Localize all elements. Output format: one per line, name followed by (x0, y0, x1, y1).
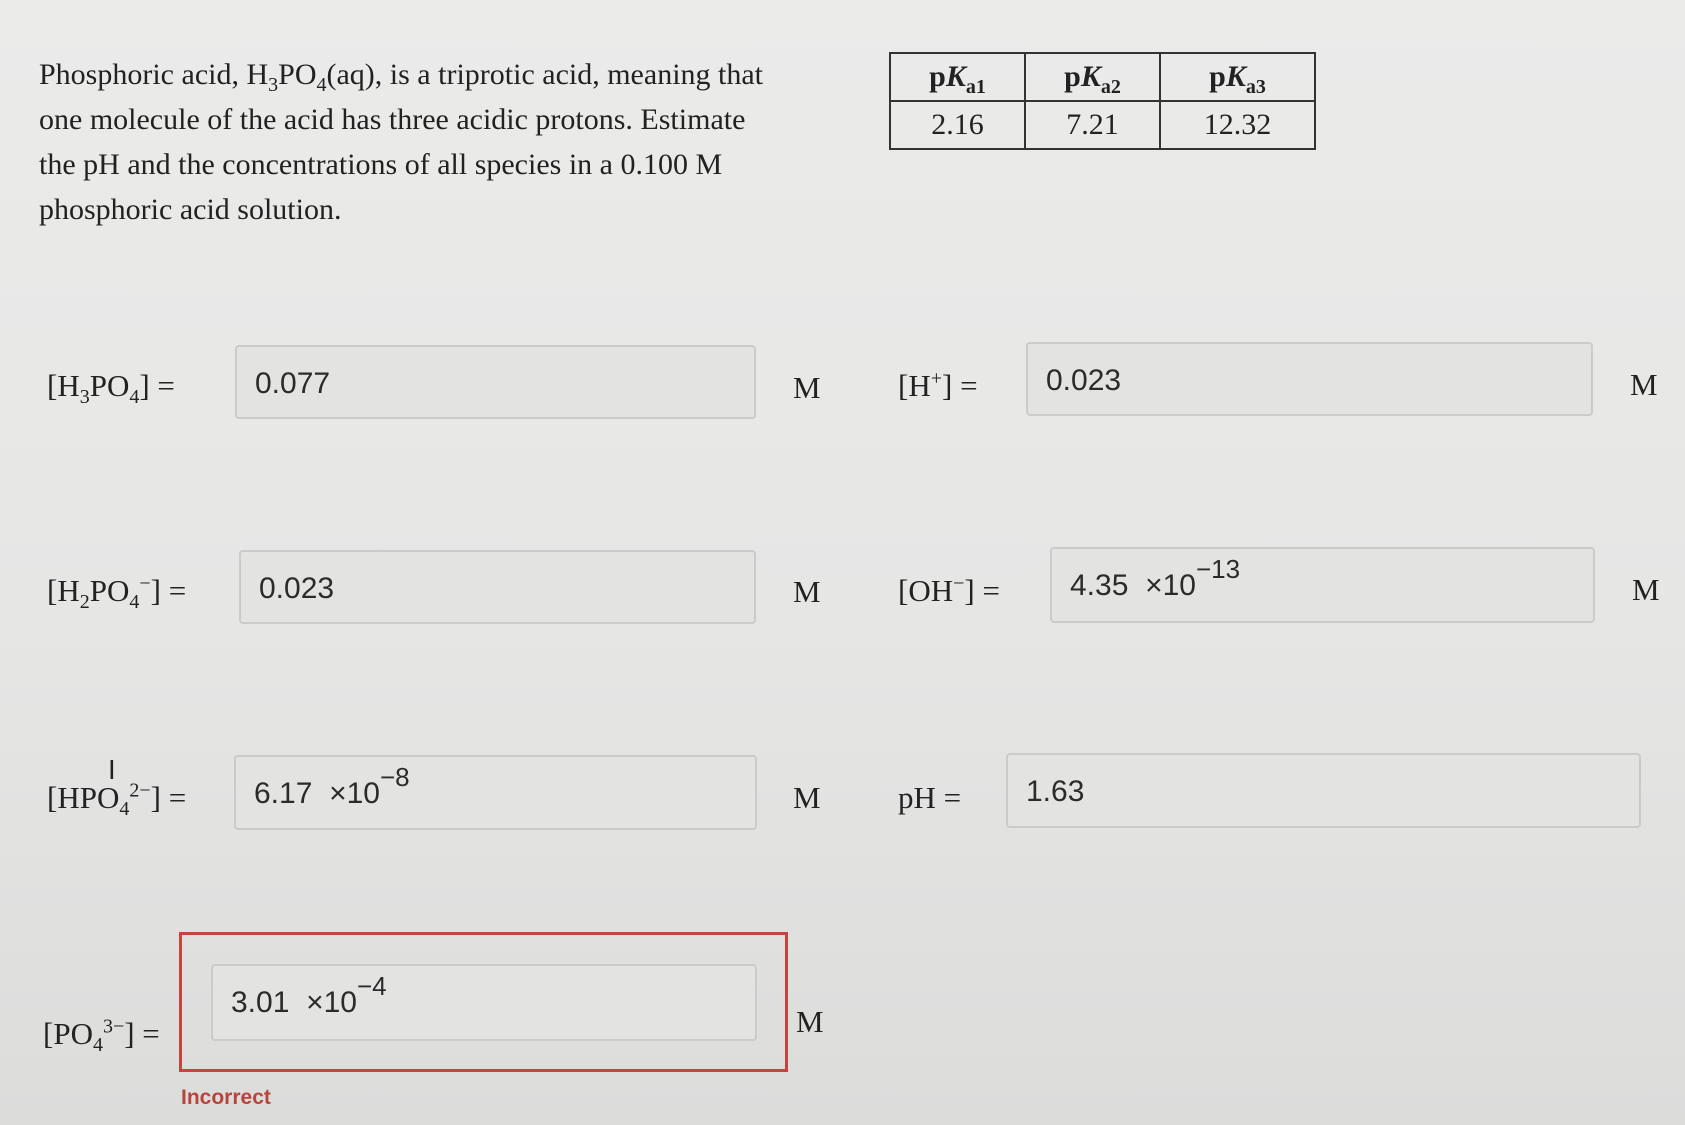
incorrect-feedback: Incorrect (181, 1086, 271, 1109)
ph-label: pH = (898, 780, 962, 815)
pka-table (889, 52, 1316, 150)
pka1-header: $pK_{a1}$ (890, 53, 1025, 101)
h-label: [H+] = (898, 367, 978, 403)
h-input[interactable] (1026, 342, 1593, 416)
pka-header-row (890, 53, 1315, 101)
h-unit: M (1630, 367, 1658, 402)
pka3-value: 12.32 (1160, 101, 1315, 149)
oh-label: [OH−] = (898, 572, 1000, 608)
h3po4-unit: M (793, 370, 821, 405)
pka2-header: $pK_{a2}$ (1025, 53, 1160, 101)
oh-value: $4.35 \times 10^{-13}$ (1070, 554, 1241, 602)
oh-input[interactable] (1050, 547, 1595, 623)
h2po4-input[interactable] (239, 550, 756, 624)
pka-value-row (890, 101, 1315, 149)
h3po4-value: 0.077 (255, 367, 331, 400)
question-line-2: one molecule of the acid has three acidic protons. Estimate (39, 103, 746, 136)
pka2-value: 7.21 (1025, 101, 1160, 149)
po4-unit: M (796, 1004, 824, 1039)
hpo4-unit: M (793, 780, 821, 815)
po4-input[interactable] (211, 964, 757, 1041)
po4-label: $[PO_4^{3-}]$ = (43, 1015, 160, 1057)
question-line-4: phosphoric acid solution. (39, 193, 342, 226)
hpo4-label: $[HPO_4^{2-}]$ = (47, 779, 187, 821)
question-line-3: the pH and the concentrations of all species in a 0.100 M (39, 148, 723, 181)
text-cursor-icon: I (108, 756, 116, 786)
question-text (39, 52, 839, 232)
question-line-1: Phosphoric acid, $H_3PO_4(aq)$, is a triprotic acid, meaning that (39, 58, 764, 96)
h3po4-input[interactable] (235, 345, 756, 419)
h-value: 0.023 (1046, 364, 1122, 397)
pka1-value: 2.16 (890, 101, 1025, 149)
hpo4-value: $6.17 \times 10^{-8}$ (254, 762, 410, 810)
po4-value: $3.01 \times 10^{-4}$ (231, 971, 387, 1019)
h3po4-label: $[H_3PO_4]$ = (47, 368, 175, 409)
h2po4-value: 0.023 (259, 572, 335, 605)
ph-value: 1.63 (1026, 775, 1085, 808)
pka3-header: $pK_{a3}$ (1160, 53, 1315, 101)
oh-unit: M (1632, 572, 1660, 607)
ph-input[interactable] (1006, 753, 1641, 828)
h2po4-label: $[H_2PO_4^-]$ = (47, 572, 187, 614)
hpo4-input[interactable] (234, 755, 757, 830)
h2po4-unit: M (793, 574, 821, 609)
